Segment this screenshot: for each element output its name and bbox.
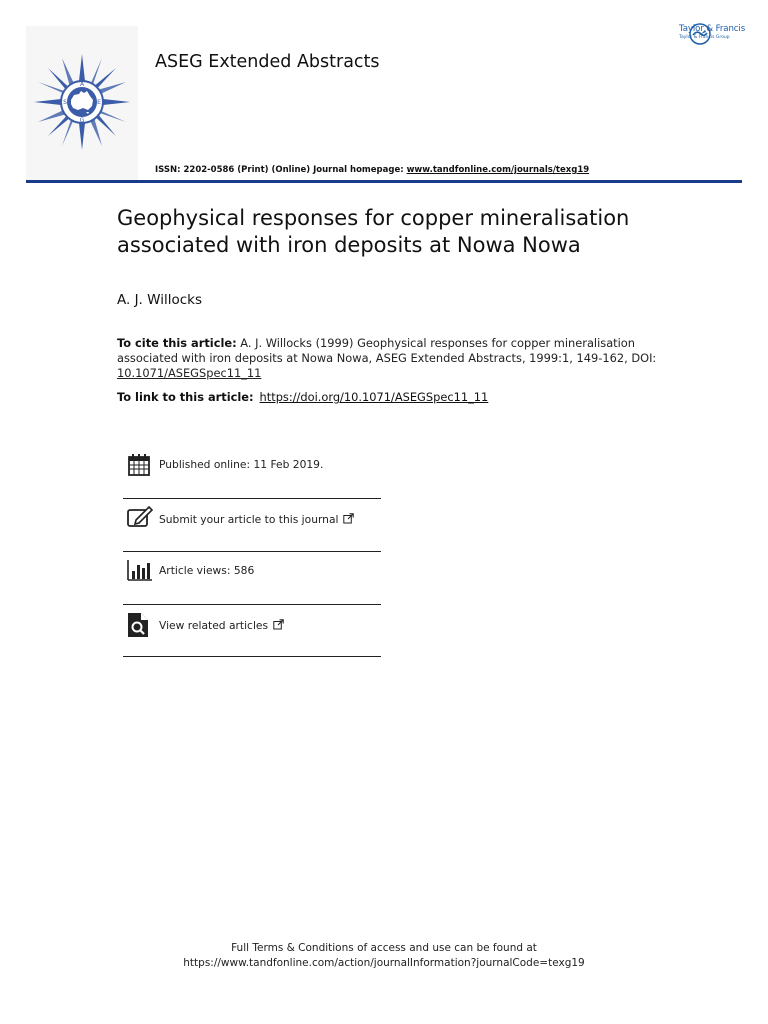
header-divider [26, 180, 742, 183]
citation-doi-link[interactable]: 10.1071/ASEGSpec11_11 [117, 366, 262, 380]
article-title: Geophysical responses for copper mineralisation associated with iron deposits at Nowa Nowa [117, 206, 630, 257]
article-link-block [117, 390, 488, 404]
citation-block [117, 336, 657, 381]
link-label: To link to this article: [117, 390, 254, 404]
info-divider [123, 551, 381, 552]
article-doi-link[interactable]: https://doi.org/10.1071/ASEGSpec11_11 [259, 390, 489, 404]
views-row [123, 558, 381, 586]
logo-letter-s: S [63, 99, 67, 106]
aseg-star-logo-icon [30, 50, 134, 154]
issn-text: ISSN: 2202-0586 (Print) (Online) Journal homepage: [155, 165, 407, 175]
published-row [123, 452, 381, 480]
citation-label: To cite this article: [117, 336, 237, 350]
journal-homepage-link[interactable]: www.tandfonline.com/journals/texg19 [406, 165, 590, 175]
footer-terms-text: Full Terms & Conditions of access and use can be found at [231, 942, 537, 954]
published-date: Published online: 11 Feb 2019. [159, 458, 324, 471]
external-link-icon [273, 619, 284, 630]
issn-line [155, 165, 589, 175]
edit-icon [127, 506, 153, 528]
journal-title: ASEG Extended Abstracts [155, 52, 380, 72]
bar-chart-icon [127, 559, 153, 581]
article-author: A. J. Willocks [117, 292, 202, 308]
logo-letter-g: G [79, 117, 85, 124]
info-divider [123, 656, 381, 657]
info-divider [123, 498, 381, 499]
external-link-icon [343, 513, 354, 524]
related-articles-label: View related articles [159, 619, 269, 632]
publisher-subtitle: Taylor & Francis Group [679, 35, 730, 40]
article-views: Article views: 586 [159, 564, 255, 577]
submit-article-link[interactable] [159, 513, 354, 526]
footer-terms-link[interactable]: https://www.tandfonline.com/action/journalInformation?journalCode=texg19 [183, 957, 585, 969]
related-row[interactable] [123, 611, 381, 641]
citation-text: A. J. Willocks (1999) Geophysical responses for copper mineralisation associated with iron deposits at Nowa Nowa, ASEG Extended Abstracts, 1999:1, 149-162, DOI: [117, 336, 657, 365]
info-divider [123, 604, 381, 605]
publisher-name: Taylor & Francis [679, 24, 746, 34]
document-search-icon [127, 612, 149, 638]
view-related-articles-link[interactable] [159, 619, 284, 632]
logo-letter-a: A [79, 81, 85, 88]
journal-logo [26, 26, 138, 182]
calendar-icon [127, 453, 151, 477]
submit-article-label: Submit your article to this journal [159, 513, 339, 526]
submit-row[interactable] [123, 505, 381, 535]
logo-letter-e: E [97, 99, 101, 106]
